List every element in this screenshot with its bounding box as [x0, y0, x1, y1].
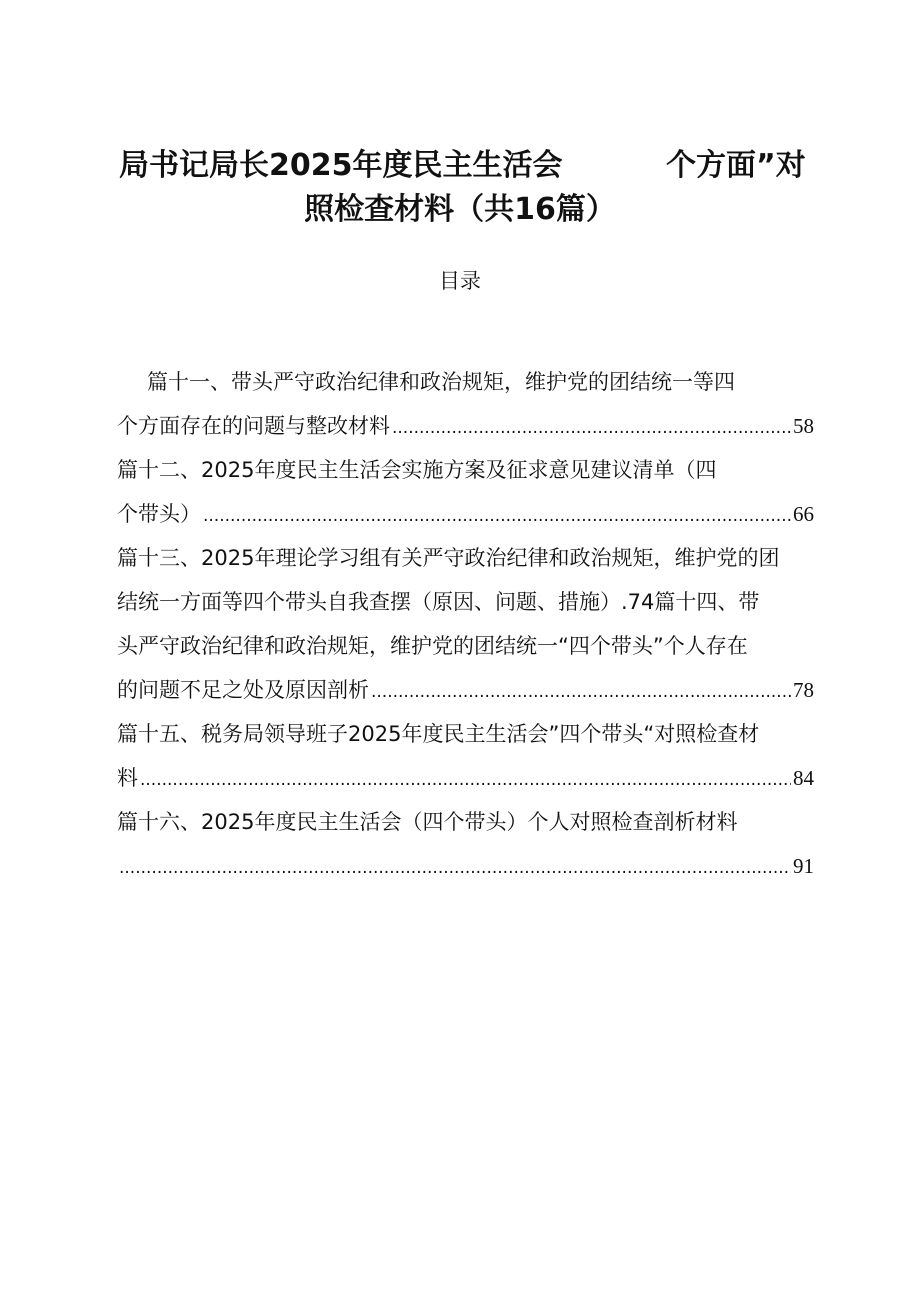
toc-entry-15-text: 料: [117, 766, 138, 790]
dot-leader: [140, 758, 791, 802]
toc-entry-12-text: 个带头）: [117, 502, 201, 526]
toc-heading: 目录: [439, 269, 481, 293]
toc-entry-14-last-line[interactable]: [117, 668, 814, 712]
toc-entry-11-last-line[interactable]: [117, 404, 814, 448]
toc-entry-11-page: 58: [793, 414, 814, 438]
dot-leader: [119, 846, 791, 890]
toc-entry-11-line-1[interactable]: 篇十一、带头严守政治纪律和政治规矩，维护党的团结统一等四: [147, 370, 735, 394]
toc-entry-16-page: 91: [793, 854, 814, 878]
table-of-contents: [117, 360, 829, 888]
toc-entry-12-line-1[interactable]: 篇十二、2025年度民主生活会实施方案及征求意见建议清单（四: [117, 458, 717, 482]
toc-entry-16-last-line[interactable]: [117, 844, 814, 888]
toc-entry-13-line-1[interactable]: 篇十三、2025年理论学习组有关严守政治纪律和政治规矩，维护党的团: [117, 546, 780, 570]
toc-entry-11-text: 个方面存在的问题与整改材料: [117, 414, 390, 438]
toc-entry-14-page: 78: [793, 678, 814, 702]
toc-entry-12-last-line[interactable]: [117, 492, 814, 536]
toc-entry-15-line-1[interactable]: 篇十五、税务局领导班子2025年度民主生活会”四个带头“对照检查材: [117, 722, 760, 746]
toc-entry-15-last-line[interactable]: [117, 756, 814, 800]
title-right-part: 个方面”对: [666, 148, 806, 183]
toc-entry-16-line-1[interactable]: 篇十六、2025年度民主生活会（四个带头）个人对照检查剖析材料: [117, 810, 738, 834]
dot-leader: [371, 670, 791, 714]
document-title-line-2: 照检查材料（共16篇）: [304, 192, 616, 227]
toc-entry-14-text: 的问题不足之处及原因剖析: [117, 678, 369, 702]
title-left-part: 局书记局长2025年度民主生活会: [119, 148, 563, 183]
toc-entry-12-page: 66: [793, 502, 814, 526]
toc-entry-15-page: 84: [793, 766, 814, 790]
dot-leader: [203, 494, 791, 538]
toc-entry-14-line-1[interactable]: 头严守政治纪律和政治规矩，维护党的团结统一“四个带头”个人存在: [117, 634, 748, 658]
dot-leader: [392, 406, 791, 450]
toc-entry-13-line-2[interactable]: 结统一方面等四个带头自我查摆（原因、问题、措施）.74篇十四、带: [117, 590, 760, 614]
